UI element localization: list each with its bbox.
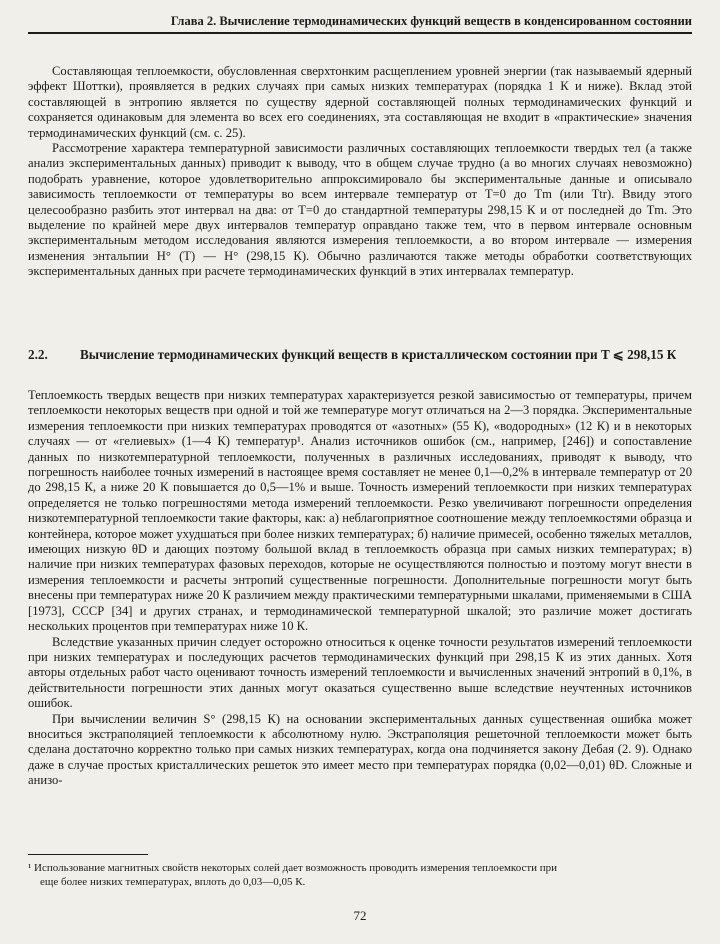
- paragraph: Теплоемкость твердых веществ при низких температурах характеризуется резкой зависимостью от температуры, причем теплоемкости некоторых веществ при одной и той же температуре могут отличаться на 2—3 порядка. Экспериментальные измерения теплоемкости при низких температурах проводятся от «азотных» (55 К), «водородных» (12 К) и в некоторых случаях — от «гелиевых» (1—4 К) температур¹. Анализ источников ошибок (см., например, [246]) и сопоставление данных по низкотемпературной теплоемкости, полученных в различных исследованиях, приводят к выводу, что погрешность наиболее точных измерений в настоящее время составляет не менее 0,1—0,2% в интервале температур от 20 до 298,15 К, а ниже 20 К повышается до 0,5—1% и выше. Точность измерений теплоемкости при низких температурах определяется не только погрешностями метода измерений теплоемкости. Резко увеличивают погрешности определения низкотемпературной теплоемкости такие факторы, как: а) неблагоприятное соотношение между теплоемкостями образца и контейнера, которое может ухудшаться при более низких температурах; б) наличие примесей, особенно тяжелых металлов, имеющих низкую θD и дающих поэтому большой вклад в теплоемкость образца при самых низких температурах; в) наличие при низких температурах фазовых переходов, которые не осуществляются полностью и поэтому могут внести в измерения теплоемкости и расчеты энтропий существенные погрешности. Дополнительные погрешности могут быть внесены при температурах ниже 20 К различием между практическими температурными шкалами, применяемыми в США [1973], СССР [34] и других странах, и термодинамической температурной шкалой; это различие может достигать нескольких процентов при температурах ниже 10 К.: [28, 388, 692, 634]
- section-title: Вычисление термодинамических функций веществ в кристаллическом состоянии при T ⩽ 298,15 К: [80, 347, 677, 362]
- running-header: Глава 2. Вычисление термодинамических функций веществ в конденсированном состоянии: [28, 14, 692, 34]
- footnote-line: еще более низких температурах, вплоть до 0,03—0,05 К.: [40, 875, 306, 888]
- section-text: [28, 388, 692, 789]
- footnote-line: ¹ Использование магнитных свойств некоторых солей дает возможность проводить измерения теплоемкости при: [28, 862, 558, 874]
- paragraph: Вследствие указанных причин следует осторожно относиться к оценке точности результатов измерений теплоемкости при низких температурах и последующих расчетов термодинамических функций при 298,15 К из этих данных. Хотя авторы отдельных работ часто оценивают точность измерений теплоемкости и вычисленных значений энтропий в 0,1%, в действительности погрешности этих данных могут оказаться существенно выше вследствие неучтенных источников ошибок.: [28, 634, 692, 711]
- footnote: [28, 862, 692, 889]
- intro-text: [28, 64, 692, 280]
- paragraph: При вычислении величин S° (298,15 К) на основании экспериментальных данных существенная ошибка может вноситься экстраполяцией теплоемкости к абсолютному нулю. Экстраполяция решеточной теплоемкости может быть сделана достаточно корректно только при самых низких температурах, когда она подчиняется закону Дебая (2. 9). Однако даже в случае простых кристаллических решеток это имеет место при температурах порядка (0,02—0,01) θD. Сложные и анизо-: [28, 711, 692, 788]
- page-number: 72: [353, 908, 367, 923]
- paragraph: Составляющая теплоемкости, обусловленная сверхтонким расщеплением уровней энергии (так называемый ядерный эффект Шоттки), проявляется в редких случаях при самых низких температурах (порядка 1 К и ниже). Вклад этой составляющей в энтропию является по существу ядерной составляющей полных термодинамических функций и сохраняется одинаковым для элемента во всех его соединениях, эта составляющая не входит в «практические» значения термодинамических функций (см. с. 25).: [28, 64, 692, 140]
- section-number: 2.2.: [28, 347, 48, 362]
- section-heading: [28, 346, 692, 363]
- footnote-divider: [28, 854, 148, 855]
- paragraph: Рассмотрение характера температурной зависимости различных составляющих теплоемкости твердых тел (а также анализ экспериментальных данных) приводит к выводу, что в общем случае трудно (а во многих случаях невозможно) подобрать уравнение, которое удовлетворительно аппроксимировало бы экспериментальные данные и описывало зависимость теплоемкости от температуры во всем интервале температур от T=0 до Tm (или Ttr). Ввиду этого целесообразно разбить этот интервал на два: от T=0 до стандартной температуры 298,15 К и от последней до Tm. Это выделение по крайней мере двух интервалов температур оправдано также тем, что в первом интервале основным экспериментальным методом исследования являются измерения теплоемкости, а во втором интервале — измерения изменения энтальпии H° (T) — H° (298,15 К). Обычно различаются также методы обработки соответствующих экспериментальных данных при расчете термодинамических функций в этих интервалах температур.: [28, 141, 692, 279]
